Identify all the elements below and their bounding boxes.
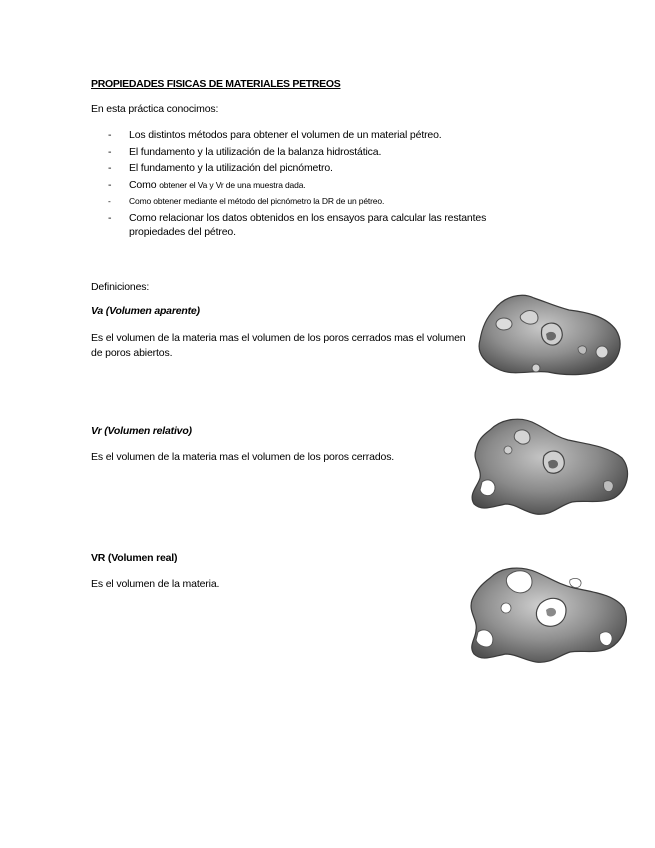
list-item-text-tail: obtener el Va y Vr de una muestra dada. — [159, 179, 306, 190]
definitions-heading: Definiciones: — [91, 281, 150, 293]
list-item-text: Como relacionar los datos obtenidos en los ensayos para calcular las restantes propiedades del pétreo. — [129, 211, 487, 238]
list-item — [108, 211, 528, 239]
list-item-text: Como obtener mediante el método del picnómetro la DR de un pétreo. — [129, 196, 385, 206]
stone-real-volume-image — [466, 564, 630, 666]
stone-apparent-volume-image — [474, 288, 624, 380]
term-vr: Vr (Volumen relativo) — [91, 425, 192, 437]
stone-relative-volume-image — [468, 412, 632, 518]
list-item-text-head: Como — [129, 178, 157, 191]
definition-vreal-text: Es el volumen de la materia. — [91, 578, 220, 590]
list-item — [108, 194, 528, 208]
list-item — [108, 145, 528, 159]
list-dash: - — [108, 129, 112, 141]
definition-vr-text: Es el volumen de la materia mas el volumen de los poros cerrados. — [91, 451, 395, 463]
list-item-text: El fundamento y la utilización del picnómetro. — [129, 162, 333, 174]
bullet-list — [108, 128, 528, 241]
list-dash: - — [108, 196, 111, 206]
list-item — [108, 128, 528, 142]
list-dash: - — [108, 211, 112, 224]
document-title: PROPIEDADES FISICAS DE MATERIALES PETREOS — [91, 78, 341, 90]
intro-text: En esta práctica conocimos: — [91, 103, 219, 115]
list-item-text: El fundamento y la utilización de la balanza hidrostática. — [129, 145, 382, 158]
list-item — [108, 178, 528, 192]
term-va: Va (Volumen aparente) — [91, 305, 200, 317]
list-dash: - — [108, 162, 112, 174]
list-item — [108, 161, 528, 175]
list-dash: - — [108, 178, 112, 191]
term-vreal: VR (Volumen real) — [91, 552, 178, 564]
list-item-text: Los distintos métodos para obtener el volumen de un material pétreo. — [129, 129, 442, 141]
definition-va-text: Es el volumen de la materia mas el volumen de los poros cerrados mas el volumen de poros abiertos. — [91, 332, 466, 359]
list-dash: - — [108, 145, 112, 158]
